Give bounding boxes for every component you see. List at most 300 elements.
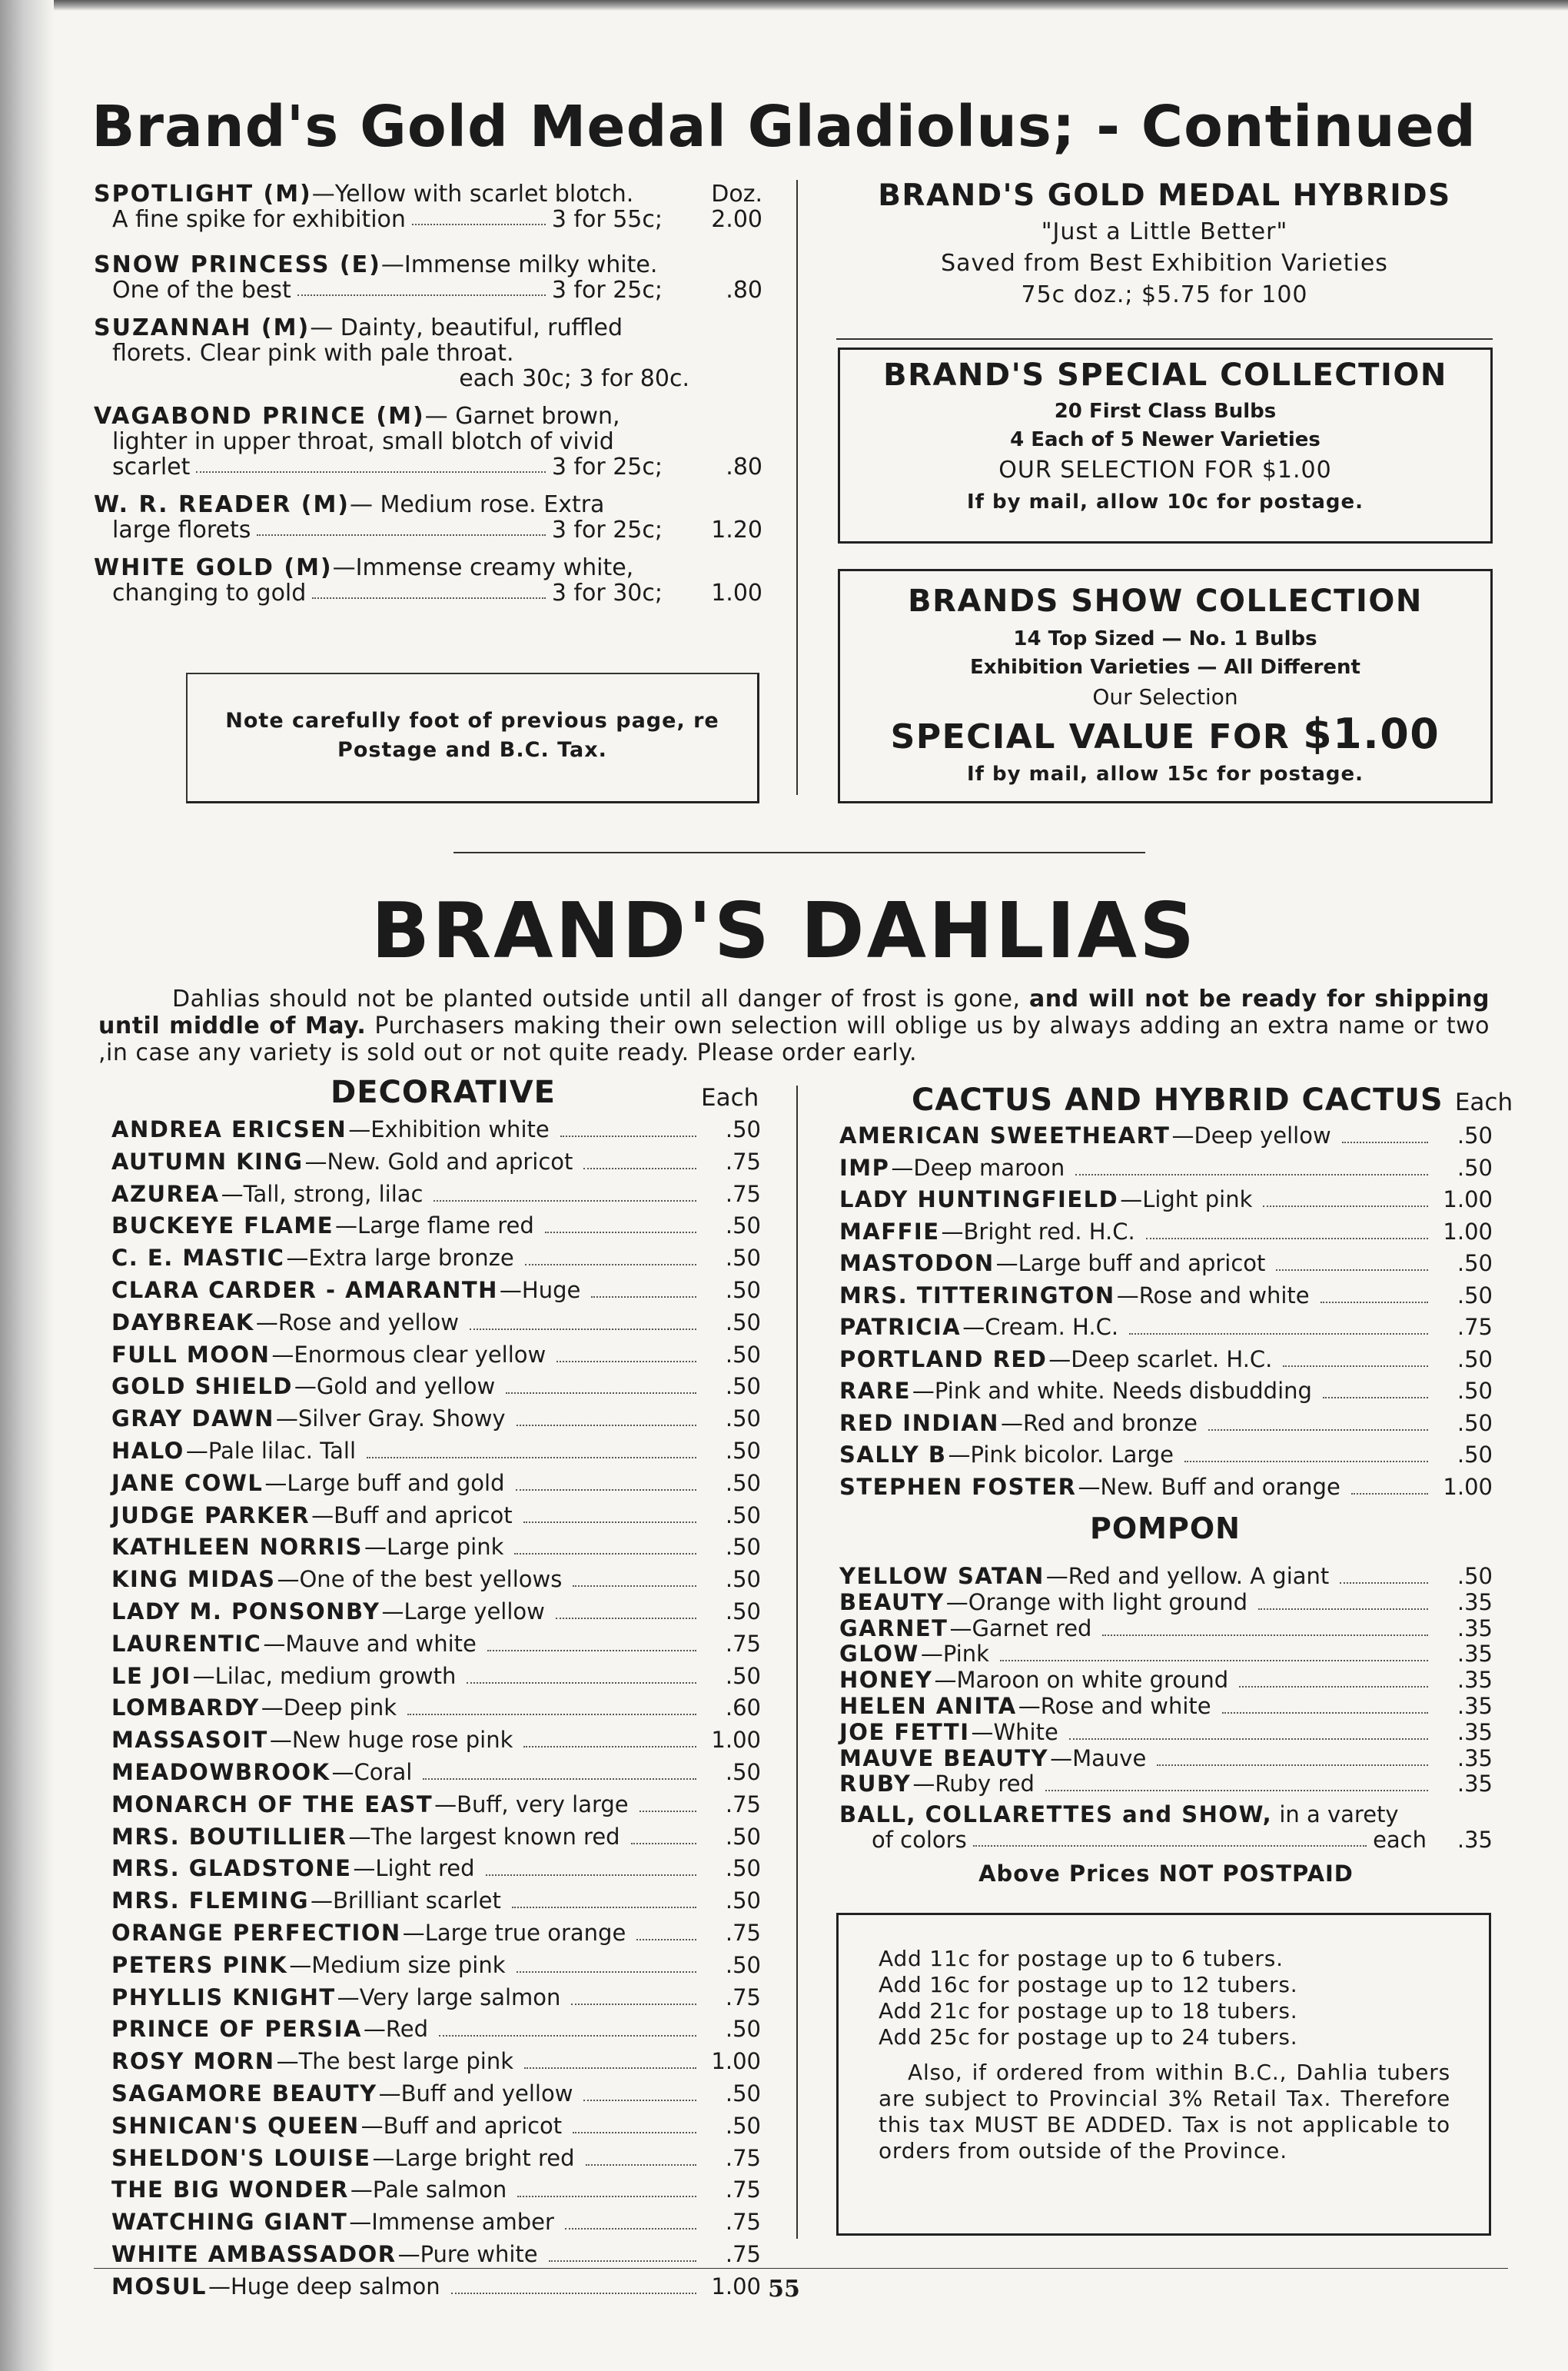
list-item	[111, 1727, 761, 1759]
variety-name: GOLD SHIELD	[111, 1373, 293, 1400]
variety-name: PATRICIA	[839, 1314, 962, 1340]
page-top-edge	[0, 0, 1568, 11]
variety-price: .50	[725, 1566, 761, 1593]
leader-dots	[1157, 1764, 1428, 1766]
leader-dots	[523, 1521, 696, 1523]
variety-price: .35	[1457, 1744, 1493, 1771]
variety-name: KATHLEEN NORRIS	[111, 1534, 363, 1561]
variety-description: —Ruby red	[912, 1771, 1035, 1797]
variety-description: —Pink	[920, 1641, 989, 1668]
variety-description: —Mauve and white	[263, 1630, 477, 1657]
list-item	[111, 2080, 761, 2113]
variety-price: .75	[725, 1919, 761, 1946]
variety-price: .50	[725, 1469, 761, 1496]
decorative-list	[111, 1116, 761, 2305]
leader-dots	[439, 2035, 696, 2037]
variety-description: —Light red	[353, 1855, 475, 1882]
list-item	[111, 1212, 761, 1245]
leader-dots	[523, 1746, 696, 1747]
variety-name: PETERS PINK	[111, 1951, 288, 1978]
list-item	[839, 1693, 1493, 1719]
variety-price: .75	[725, 2209, 761, 2236]
list-item	[839, 1155, 1493, 1187]
leader-dots	[514, 1553, 696, 1555]
leader-dots	[470, 1328, 696, 1330]
variety-name: KING MIDAS	[111, 1566, 276, 1593]
variety-price: .50	[1457, 1122, 1493, 1149]
variety-description: —Large bright red	[372, 2144, 575, 2171]
variety-price: .50	[725, 1758, 761, 1785]
cactus-list	[839, 1122, 1493, 1505]
list-item	[111, 1277, 761, 1309]
variety-name: AUTUMN KING	[111, 1148, 304, 1175]
list-item	[111, 1245, 761, 1277]
variety-price: .75	[725, 2240, 761, 2267]
list-item	[111, 1534, 761, 1566]
leader-dots	[1239, 1686, 1428, 1688]
variety-name: GLOW	[839, 1641, 919, 1668]
variety-price: .50	[725, 1598, 761, 1624]
variety-name: JANE COWL	[111, 1469, 264, 1496]
variety-description: —Rose and yellow	[255, 1309, 460, 1335]
variety-name: THE BIG WONDER	[111, 2176, 349, 2203]
leader-dots	[1045, 1790, 1428, 1791]
variety-name: YELLOW SATAN	[839, 1563, 1045, 1589]
variety-description: —Red and yellow. A giant	[1045, 1563, 1330, 1589]
list-item	[111, 1855, 761, 1887]
variety-price: 1.00	[1443, 1218, 1493, 1245]
variety-name: SHELDON'S LOUISE	[111, 2144, 371, 2171]
variety-name: ORANGE PERFECTION	[111, 1919, 401, 1946]
variety-name: MAUVE BEAUTY	[839, 1744, 1049, 1771]
hybrids-rule	[836, 338, 1493, 340]
list-item	[111, 1952, 761, 1984]
variety-description: —Huge deep salmon	[208, 2273, 440, 2300]
list-item	[111, 1791, 761, 1824]
variety-description: —Deep scarlet. H.C.	[1048, 1345, 1273, 1372]
variety-price: .50	[725, 2016, 761, 2043]
variety-price: .50	[725, 1212, 761, 1239]
variety-price: .75	[725, 1180, 761, 1207]
leader-dots	[565, 2228, 696, 2230]
leader-dots	[1258, 1608, 1428, 1610]
variety-description: —Maroon on white ground	[934, 1667, 1229, 1694]
postage-note-box: Note carefully foot of previous page, re Postage and B.C. Tax.	[186, 673, 759, 803]
variety-name: CLARA CARDER - AMARANTH	[111, 1276, 498, 1303]
variety-price: .50	[725, 1534, 761, 1561]
variety-price: .35	[1457, 1641, 1493, 1668]
variety-description: —Rose and white	[1116, 1282, 1310, 1309]
list-item	[839, 1314, 1493, 1346]
leader-dots	[1208, 1429, 1428, 1431]
variety-name: AMERICAN SWEETHEART	[839, 1122, 1171, 1149]
leader-dots	[573, 2132, 696, 2133]
dahlias-title: BRAND'S DAHLIAS	[370, 886, 1198, 976]
variety-description: —Mauve	[1050, 1744, 1147, 1771]
variety-description: —New. Buff and orange	[1078, 1473, 1340, 1500]
variety-name: LOMBARDY	[111, 1694, 260, 1721]
variety-description: —Buff and yellow	[378, 2080, 573, 2107]
variety-name: LE JOI	[111, 1662, 191, 1689]
leader-dots	[487, 1650, 696, 1651]
variety-price: .50	[725, 1276, 761, 1303]
variety-price: .50	[725, 1823, 761, 1850]
variety-description: —Pale salmon	[350, 2176, 507, 2203]
list-item	[839, 1442, 1493, 1474]
list-item	[111, 1342, 761, 1374]
list-item	[111, 1920, 761, 1952]
leader-dots	[545, 1232, 696, 1233]
ball-entry: BALL, COLLARETTES and SHOW, in a varety of colors each .35	[839, 1801, 1493, 1853]
leader-dots	[486, 1874, 696, 1876]
variety-name: ANDREA ERICSEN	[111, 1116, 347, 1142]
page-binding-shadow	[0, 0, 54, 2371]
variety-price: .35	[1457, 1667, 1493, 1694]
gladiolus-entry: SNOW PRINCESS (E)—Immense milky white. One of the best 3 for 25c; .80	[94, 252, 762, 304]
list-item	[111, 1663, 761, 1695]
variety-description: —The best large pink	[276, 2048, 514, 2075]
variety-name: RED INDIAN	[839, 1409, 999, 1436]
dahlias-intro: Dahlias should not be planted outside until all danger of frost is gone, and will not be ready for shipping until middle of May. Purchasers making their own selection will oblige us by always adding an extra name or two ,in case any variety is sold out or not quite ready. Please order early.	[98, 986, 1490, 1066]
variety-name: LADY HUNTINGFIELD	[839, 1186, 1119, 1212]
variety-name: MASSASOIT	[111, 1727, 268, 1754]
variety-name: MAFFIE	[839, 1218, 940, 1245]
leader-dots	[1129, 1333, 1428, 1335]
variety-price: .35	[1457, 1692, 1493, 1719]
variety-description: —Rose and white	[1018, 1692, 1211, 1719]
variety-description: —Pink and white. Needs disbudding	[912, 1378, 1312, 1404]
leader-dots	[1276, 1269, 1428, 1271]
variety-name: PHYLLIS KNIGHT	[111, 1984, 336, 2010]
variety-name: MRS. GLADSTONE	[111, 1855, 352, 1882]
variety-description: —Large yellow	[381, 1598, 545, 1624]
variety-name: AZUREA	[111, 1180, 220, 1207]
variety-name: RARE	[839, 1378, 911, 1404]
variety-price: .50	[725, 2080, 761, 2107]
hybrids-block: BRAND'S GOLD MEDAL HYBRIDS "Just a Little Better" Saved from Best Exhibition Varieties 75c doz.; $5.75 for 100	[878, 178, 1451, 308]
list-item	[839, 1615, 1493, 1641]
variety-name: DAYBREAK	[111, 1309, 254, 1335]
variety-name: GRAY DAWN	[111, 1405, 274, 1432]
variety-description: —Extra large bronze	[286, 1245, 514, 1272]
list-item	[111, 2048, 761, 2080]
variety-price: .50	[725, 1501, 761, 1528]
variety-description: —Cream. H.C.	[962, 1314, 1119, 1340]
variety-name: HONEY	[839, 1667, 933, 1694]
list-item	[111, 1887, 761, 1920]
gladiolus-list	[94, 181, 762, 615]
variety-price: .75	[725, 1791, 761, 1817]
variety-price: .50	[1457, 1378, 1493, 1404]
leader-dots	[1075, 1174, 1428, 1176]
leader-dots	[1342, 1142, 1428, 1143]
section-rule	[453, 852, 1145, 853]
variety-description: —Very large salmon	[337, 1984, 561, 2010]
leader-dots	[516, 1489, 696, 1491]
decorative-title: DECORATIVE	[331, 1075, 556, 1110]
list-item	[839, 1771, 1493, 1797]
gladiolus-entry: SPOTLIGHT (M)—Yellow with scarlet blotch. Doz. A fine spike for exhibition 3 for 55c; 2.00	[94, 181, 762, 233]
variety-description: —Red and bronze	[1000, 1409, 1198, 1436]
list-item	[839, 1719, 1493, 1745]
list-item	[111, 1566, 761, 1598]
leader-dots	[434, 1200, 696, 1202]
variety-description: —Orange with light ground	[945, 1588, 1248, 1615]
variety-description: —Silver Gray. Showy	[275, 1405, 506, 1432]
list-item	[111, 2145, 761, 2177]
leader-dots	[1263, 1205, 1428, 1207]
variety-description: —Light pink	[1120, 1186, 1253, 1212]
variety-description: —Medium size pink	[289, 1951, 506, 1978]
leader-dots	[467, 1682, 696, 1684]
list-item	[111, 1824, 761, 1856]
list-item	[111, 1470, 761, 1502]
variety-description: —Large flame red	[335, 1212, 534, 1239]
list-item	[839, 1563, 1493, 1589]
column-divider-lower	[796, 1086, 798, 2239]
variety-description: —Garnet red	[949, 1614, 1092, 1641]
variety-description: —Coral	[331, 1758, 413, 1785]
list-item	[839, 1282, 1493, 1315]
list-item	[111, 2113, 761, 2145]
leader-dots	[517, 1425, 696, 1426]
leader-dots	[1340, 1582, 1428, 1584]
leader-dots	[1283, 1365, 1428, 1367]
variety-price: .75	[725, 2144, 761, 2171]
variety-description: —Huge	[499, 1276, 581, 1303]
variety-name: ROSY MORN	[111, 2048, 275, 2075]
variety-price: .35	[1457, 1771, 1493, 1797]
variety-price: .75	[725, 1148, 761, 1175]
variety-description: —Bright red. H.C.	[941, 1218, 1135, 1245]
leader-dots	[506, 1392, 696, 1394]
variety-description: —Large buff and apricot	[995, 1250, 1266, 1276]
cactus-title: CACTUS AND HYBRID CACTUS Each	[912, 1082, 1513, 1118]
variety-name: MASTODON	[839, 1250, 995, 1276]
variety-price: .50	[1457, 1154, 1493, 1181]
variety-name: C. E. MASTIC	[111, 1245, 285, 1272]
variety-description: —Large buff and gold	[264, 1469, 505, 1496]
variety-name: JUDGE PARKER	[111, 1501, 311, 1528]
variety-price: .75	[725, 1984, 761, 2010]
variety-description: —Pale lilac. Tall	[185, 1437, 357, 1464]
variety-name: MOSUL	[111, 2273, 207, 2300]
variety-price: .50	[725, 1309, 761, 1335]
variety-name: WHITE AMBASSADOR	[111, 2240, 397, 2267]
variety-price: .35	[1457, 1588, 1493, 1615]
list-item	[111, 1631, 761, 1663]
gladiolus-entry: WHITE GOLD (M)—Immense creamy white, changing to gold 3 for 30c; 1.00	[94, 555, 762, 607]
variety-description: —Deep maroon	[891, 1154, 1065, 1181]
variety-name: MRS. TITTERINGTON	[839, 1282, 1115, 1309]
leader-dots	[512, 1907, 696, 1908]
leader-dots	[586, 2164, 696, 2166]
variety-price: .35	[1457, 1614, 1493, 1641]
variety-price: .50	[725, 1855, 761, 1882]
variety-description: —Immense amber	[349, 2209, 554, 2236]
variety-description: —Lilac, medium growth	[192, 1662, 457, 1689]
variety-name: STEPHEN FOSTER	[839, 1473, 1077, 1500]
column-divider-upper	[796, 180, 798, 795]
list-item	[839, 1122, 1493, 1155]
leader-dots	[1000, 1660, 1428, 1661]
list-item	[839, 1410, 1493, 1442]
variety-description: —Pink bicolor. Large	[948, 1442, 1174, 1468]
variety-price: .50	[725, 2112, 761, 2139]
variety-price: .50	[1457, 1563, 1493, 1589]
list-item	[111, 2209, 761, 2241]
list-item	[839, 1219, 1493, 1251]
variety-description: —Brilliant scarlet	[311, 1887, 501, 1914]
leader-dots	[517, 2196, 696, 2197]
leader-dots	[517, 1971, 696, 1973]
leader-dots	[407, 1714, 696, 1715]
list-item	[111, 1759, 761, 1791]
variety-name: SAGAMORE BEAUTY	[111, 2080, 377, 2107]
leader-dots	[549, 2260, 696, 2262]
list-item	[839, 1250, 1493, 1282]
variety-description: —Tall, strong, lilac	[221, 1180, 424, 1207]
variety-description: —One of the best yellows	[277, 1566, 563, 1593]
variety-price: 1.00	[1443, 1473, 1493, 1500]
leader-dots	[591, 1296, 696, 1298]
variety-name: RUBY	[839, 1771, 912, 1797]
variety-name: PRINCE OF PERSIA	[111, 2016, 362, 2043]
variety-price: .35	[1457, 1718, 1493, 1745]
variety-name: BEAUTY	[839, 1588, 945, 1615]
page-title: Brand's Gold Medal Gladiolus; - Continued	[91, 94, 1477, 160]
variety-price: 1.00	[711, 1727, 761, 1754]
list-item	[839, 1346, 1493, 1378]
pompon-list	[839, 1563, 1493, 1797]
variety-name: LAURENTIC	[111, 1630, 262, 1657]
leader-dots	[583, 1168, 696, 1169]
list-item	[111, 1694, 761, 1727]
list-item	[839, 1667, 1493, 1693]
variety-price: .50	[1457, 1442, 1493, 1468]
variety-name: LADY M. PONSONBY	[111, 1598, 380, 1624]
leader-dots	[1184, 1461, 1428, 1462]
list-item	[111, 1149, 761, 1181]
leader-dots	[573, 1585, 696, 1587]
leader-dots	[1351, 1493, 1428, 1495]
list-item	[111, 1438, 761, 1470]
variety-name: MRS. FLEMING	[111, 1887, 310, 1914]
variety-description: —Deep pink	[261, 1694, 397, 1721]
leader-dots	[636, 1939, 696, 1940]
variety-name: MRS. BOUTILLIER	[111, 1823, 347, 1850]
variety-description: —Deep yellow	[1171, 1122, 1331, 1149]
variety-description: —Buff and apricot	[311, 1501, 513, 1528]
list-item	[111, 1309, 761, 1342]
variety-name: GARNET	[839, 1614, 948, 1641]
page-number: 55	[768, 2276, 800, 2303]
list-item	[111, 1373, 761, 1405]
leader-dots	[525, 1264, 696, 1265]
variety-name: WATCHING GIANT	[111, 2209, 348, 2236]
list-item	[839, 1474, 1493, 1506]
leader-dots	[423, 1778, 696, 1780]
variety-price: .50	[1457, 1250, 1493, 1276]
postage-rates-box: Add 11c for postage up to 6 tubers. Add 16c for postage up to 12 tubers. Add 21c for postage up to 18 tubers. Add 25c for postage up to 24 tubers. Also, if ordered from within B.C., Dahlia tubers are subject to Provincial 3% Retail Tax. Therefore this tax MUST BE ADDED. Tax is not applicable to orders from outside of the Province.	[836, 1913, 1491, 2236]
variety-price: .50	[1457, 1345, 1493, 1372]
variety-name: IMP	[839, 1154, 890, 1181]
show-collection-box: BRANDS SHOW COLLECTION 14 Top Sized — No. 1 Bulbs Exhibition Varieties — All Different Our Selection SPECIAL VALUE FOR $1.00 If by mail, allow 15c for postage.	[838, 569, 1493, 803]
footer-rule	[94, 2268, 1508, 2269]
variety-price: 1.00	[1443, 1186, 1493, 1212]
variety-description: —Pure white	[397, 2240, 538, 2267]
variety-price: 1.00	[711, 2273, 761, 2300]
list-item	[839, 1641, 1493, 1667]
variety-name: FULL MOON	[111, 1341, 271, 1368]
list-item	[111, 1598, 761, 1631]
leader-dots	[1069, 1738, 1428, 1740]
list-item	[111, 1984, 761, 2017]
gladiolus-entry: SUZANNAH (M)— Dainty, beautiful, ruffled florets. Clear pink with pale throat. each 30c; 3 for 80c.	[94, 315, 689, 392]
variety-price: .50	[725, 1116, 761, 1142]
variety-price: .50	[725, 1887, 761, 1914]
variety-description: —New. Gold and apricot	[304, 1148, 573, 1175]
variety-description: —Buff and apricot	[360, 2112, 563, 2139]
variety-name: MEADOWBROOK	[111, 1758, 331, 1785]
variety-description: —Large true orange	[402, 1919, 626, 1946]
variety-price: .75	[725, 1630, 761, 1657]
leader-dots	[367, 1457, 696, 1458]
variety-description: —Large pink	[364, 1534, 504, 1561]
list-item	[111, 1502, 761, 1535]
variety-name: SHNICAN'S QUEEN	[111, 2112, 360, 2139]
variety-price: .50	[725, 1341, 761, 1368]
variety-name: HELEN ANITA	[839, 1692, 1017, 1719]
variety-description: —Red	[363, 2016, 429, 2043]
leader-dots	[556, 1618, 696, 1619]
leader-dots	[583, 2100, 696, 2101]
leader-dots	[571, 2004, 696, 2005]
leader-dots	[524, 2067, 696, 2069]
variety-price: .50	[725, 1951, 761, 1978]
variety-price: .50	[1457, 1409, 1493, 1436]
variety-price: .50	[725, 1437, 761, 1464]
decorative-each-header: Each	[701, 1084, 759, 1112]
variety-price: .50	[725, 1373, 761, 1400]
pompon-title: POMPON	[1090, 1511, 1241, 1545]
variety-name: JOE FETTI	[839, 1718, 970, 1745]
variety-price: .75	[1457, 1314, 1493, 1340]
leader-dots	[560, 1136, 696, 1137]
variety-price: .50	[725, 1245, 761, 1272]
special-collection-box: BRAND'S SPECIAL COLLECTION 20 First Class Bulbs 4 Each of 5 Newer Varieties OUR SELECTION FOR $1.00 If by mail, allow 10c for postage.	[838, 348, 1493, 544]
leader-dots	[1323, 1397, 1428, 1398]
variety-price: .50	[1457, 1282, 1493, 1309]
variety-description: —The largest known red	[348, 1823, 620, 1850]
variety-price: .75	[725, 2176, 761, 2203]
variety-name: BUCKEYE FLAME	[111, 1212, 334, 1239]
list-item	[111, 1116, 761, 1149]
list-item	[839, 1186, 1493, 1219]
variety-description: —Enormous clear yellow	[271, 1341, 546, 1368]
variety-price: 1.00	[711, 2048, 761, 2075]
gladiolus-entry: VAGABOND PRINCE (M)— Garnet brown, lighter in upper throat, small blotch of vivid scarlet 3 for 25c; .80	[94, 404, 762, 481]
list-item	[111, 2176, 761, 2209]
leader-dots	[639, 1811, 696, 1812]
variety-name: HALO	[111, 1437, 184, 1464]
variety-name: MONARCH OF THE EAST	[111, 1791, 434, 1817]
leader-dots	[1321, 1302, 1428, 1303]
list-item	[111, 2016, 761, 2048]
list-item	[839, 1378, 1493, 1410]
variety-name: PORTLAND RED	[839, 1345, 1048, 1372]
variety-description: —Gold and yellow	[294, 1373, 496, 1400]
